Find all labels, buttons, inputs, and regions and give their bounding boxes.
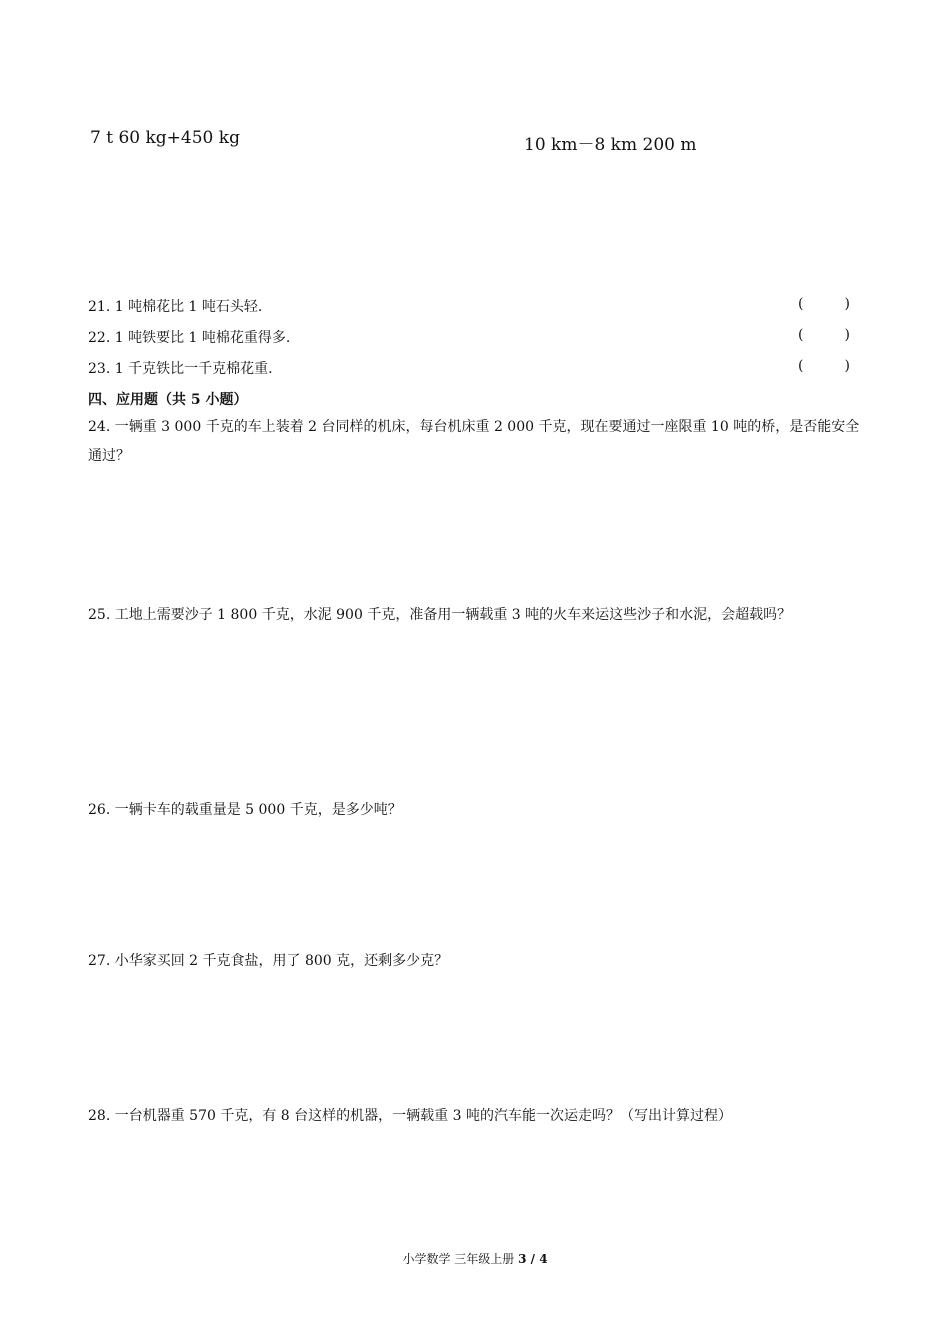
problem-24: 24. 一辆重 3 000 千克的车上装着 2 台同样的机床，每台机床重 2 000 千克，现在要通过一座限重 10 吨的桥，是否能安全通过？ bbox=[88, 419, 860, 464]
problem-27: 27. 小华家买回 2 千克食盐，用了 800 克，还剩多少克？ bbox=[88, 953, 449, 969]
problem-25: 25. 工地上需要沙子 1 800 千克，水泥 900 千克，准备用一辆载重 3 吨的火车来运这些沙子和水泥，会超载吗？ bbox=[88, 607, 792, 623]
problem-28: 28. 一台机器重 570 千克，有 8 台这样的机器，一辆载重 3 吨的汽车能一次运走吗？（写出计算过程） bbox=[88, 1108, 732, 1124]
answer-bracket-22 bbox=[798, 327, 850, 343]
judgment-21: 21. 1 吨棉花比 1 吨石头轻. bbox=[88, 299, 263, 315]
bracket-open: ( bbox=[798, 327, 804, 343]
judgment-23: 23. 1 千克铁比一千克棉花重. bbox=[88, 361, 273, 377]
footer-label: 小学数学 三年级上册 bbox=[402, 1252, 515, 1266]
page-footer bbox=[0, 1250, 950, 1267]
page-number: 3 / 4 bbox=[518, 1252, 548, 1266]
answer-bracket-23 bbox=[798, 358, 850, 374]
bracket-close: ) bbox=[844, 358, 850, 374]
section-heading: 四、应用题（共 5 小题） bbox=[88, 392, 248, 408]
bracket-open: ( bbox=[798, 358, 804, 374]
calc-right: 10 km－8 km 200 m bbox=[524, 135, 697, 155]
bracket-open: ( bbox=[798, 296, 804, 312]
bracket-close: ) bbox=[844, 296, 850, 312]
calc-left: 7 t 60 kg+450 kg bbox=[90, 128, 240, 148]
judgment-22: 22. 1 吨铁要比 1 吨棉花重得多. bbox=[88, 330, 291, 346]
bracket-close: ) bbox=[844, 327, 850, 343]
problem-26: 26. 一辆卡车的载重量是 5 000 千克，是多少吨？ bbox=[88, 802, 402, 818]
answer-bracket-21 bbox=[798, 296, 850, 312]
